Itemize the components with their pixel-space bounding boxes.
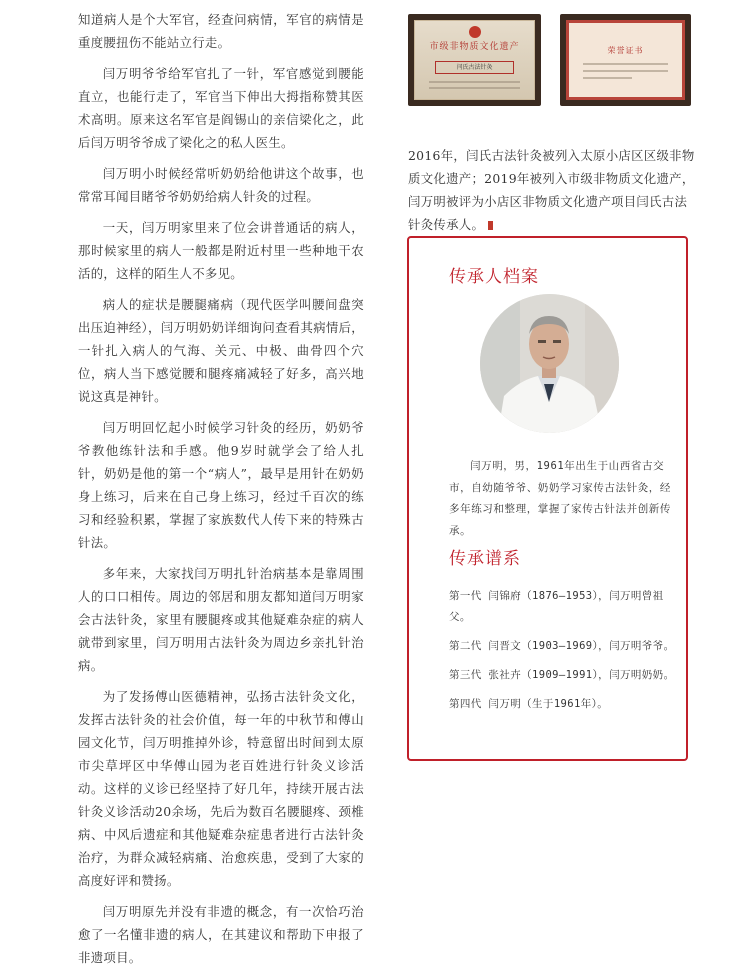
certificate-label: 闫氏古法针灸 (435, 61, 514, 74)
article-paragraph: 多年来，大家找闫万明扎针治病基本是靠周围人的口口相传。周边的邻居和朋友都知道闫万明家会古法针灸，家里有腰腿疼或其他疑难杂症的病人就带到家里，闫万明用古法针灸为周边乡亲扎针治病。 (78, 566, 364, 673)
certificate-text-line (429, 87, 520, 89)
article-paragraph: 知道病人是个大军官，经查问病情，军官的病情是重度腰扭伤不能站立行走。 (78, 12, 364, 50)
lineage-list (449, 586, 675, 723)
lineage-item: 第四代 闫万明（生于1961年）。 (449, 698, 609, 710)
article-paragraph: 病人的症状是腰腿痛病（现代医学叫腰间盘突出压迫神经），闫万明奶奶详细询问查看其病情后，一针扎入病人的气海、关元、中极、曲骨四个穴位，病人当下感觉腰和腿疼痛减轻了好多，高兴地说这真是神针。 (78, 297, 364, 404)
inheritor-bio: 闫万明，男，1961年出生于山西省古交市，自幼随爷爷、奶奶学习家传古法针灸，经多年练习和整理，掌握了家传古针法并创新传承。 (449, 460, 671, 537)
certificate-text-line (583, 77, 632, 79)
article-paragraph: 闫万明回忆起小时候学习针灸的经历，奶奶爷爷教他练针法和手感。他9岁时就学会了给人扎针，奶奶是他的第一个“病人”，最早是用针在奶奶身上练习，后来在自己身上练习，经过千百次的练习和经验积累，掌握了家族数代人传下来的特殊古针法。 (78, 420, 364, 550)
article-paragraph: 一天，闫万明家里来了位会讲普通话的病人，那时候家里的病人一般都是附近村里一些种地干农活的，这样的陌生人不多见。 (78, 220, 364, 281)
inheritor-portrait (480, 294, 619, 433)
lineage-item: 第二代 闫晋文（1903—1969），闫万明爷爷。 (449, 640, 675, 652)
certificate-text-line (429, 81, 520, 83)
certificate-caption (408, 144, 698, 236)
article-paragraph: 闫万明原先并没有非遗的概念，有一次恰巧治愈了一名懂非遗的病人，在其建议和帮助下申报了非遗项目。 (78, 904, 364, 965)
certificate-text-line (583, 70, 668, 72)
article-paragraph: 闫万明爷爷给军官扎了一针，军官感觉到腰能直立，也能行走了，军官当下伸出大拇指称赞其医术高明。原来这名军官是阎锡山的亲信梁化之，此后闫万明爷爷成了梁化之的私人医生。 (78, 66, 364, 150)
certificate-plaque (414, 20, 535, 100)
profile-heading: 传承人档案 (449, 267, 539, 287)
caption-text: 2016年，闫氏古法针灸被列入太原小店区区级非物质文化遗产；2019年被列入市级非物质文化遗产，闫万明被评为小店区非物质文化遗产项目闫氏古法针灸传承人。 (408, 148, 695, 232)
portrait-illustration (480, 294, 619, 433)
emblem-icon (469, 26, 481, 38)
certificate-title: 荣誉证书 (607, 46, 644, 55)
inheritor-profile-box (407, 236, 688, 761)
lineage-item: 第三代 张社卉（1909—1991），闫万明奶奶。 (449, 669, 675, 681)
article-left-column (78, 8, 364, 977)
article-paragraph: 闫万明小时候经常听奶奶给他讲这个故事，也常常耳闻目睹爷爷奶奶给病人针灸的过程。 (78, 166, 364, 204)
honor-certificate-photo (560, 14, 691, 106)
lineage-item: 第一代 闫锦府（1876—1953），闫万明曾祖父。 (449, 590, 664, 623)
certificate-title: 市级非物质文化遗产 (429, 42, 520, 52)
heritage-certificate-photo (408, 14, 541, 106)
lineage-heading: 传承谱系 (449, 549, 521, 569)
certificate-text-line (583, 63, 668, 65)
article-paragraph: 为了发扬傅山医德精神，弘扬古法针灸文化，发挥古法针灸的社会价值，每一年的中秋节和傅山园文化节，闫万明推掉外诊，特意留出时间到太原市尖草坪区中华傅山园为老百姓进行针灸义诊活动。这样的义诊已经坚持了好几年，持续开展古法针灸义诊活动20余场，先后为数百名腰腿疼、颈椎病、中风后遗症和其他疑难杂症患者进行古法针灸治疗，为群众减轻病痛、治愈疾患，受到了大家的高度好评和赞扬。 (78, 689, 364, 888)
certificate-plaque (566, 20, 685, 100)
end-mark-icon (488, 221, 493, 230)
